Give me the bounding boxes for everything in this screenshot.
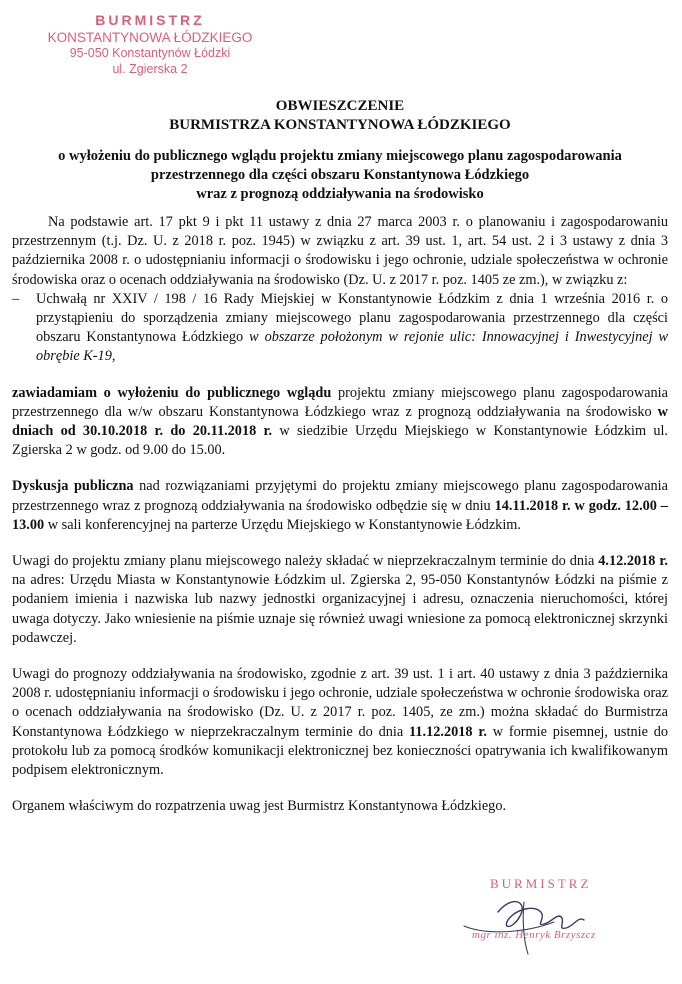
document-title	[12, 97, 668, 135]
forecast-comments-deadline: 11.12.2018 r.	[409, 723, 487, 740]
stamp-line-4: ul. Zgierska 2	[112, 62, 188, 76]
subtitle-line-2: przestrzennego dla części obszaru Konstantynowa Łódzkiego	[150, 167, 530, 183]
signature-name: mgr inż. Henryk Brzyszcz	[472, 929, 596, 941]
discussion-text-2: w sali konferencyjnej na parterze Urzędu Miejskiego w Konstantynowie Łódzkim.	[44, 516, 521, 533]
list-dash: –	[12, 290, 20, 307]
forecast-comments-text-2: w formie pisemnej, ustnie do protokołu lub za pomocą środków komunikacji elektronicznej bez konieczności opatrywania ich kwalifikowanym podpisem elektronicznym.	[12, 723, 668, 779]
forecast-comments-text-1: Uwagi do prognozy oddziaływania na środowisko, zgodnie z art. 39 ust. 1 i art. 40 ustawy z dnia 3 października 2008 r. udostępnianiu informacji o środowisku i jego ochronie, udziale społeczeństwa w ochronie środowiska oraz o ocenach oddziaływania na środowisko (Dz. U. z 2017 r. poz. 1405, ze zm.) można składać do Burmistrza Konstantynowa Łódzkiego w nieprzekraczalnym terminie do dnia	[12, 666, 668, 740]
plan-comments-text-2: na adres: Urzędu Miasta w Konstantynowie Łódzkim ul. Zgierska 2, 95-050 Konstantynów Łódzki na piśmie z podaniem imienia i nazwiska lub nazwy jednostki organizacyjnej i adresu, oznaczenia nieruchomości, której uwaga dotyczy. Jako wniesienie na piśmie uznaje się również uwagi wniesione za pomocą elektronicznej skrzynki podawczej.	[12, 572, 668, 646]
discussion-text-1: nad rozwiązaniami przyjętymi do projektu zmiany miejscowego planu zagospodarowania przestrzennego wraz z prognozą oddziaływania na środowisko odbędzie się w dniu	[12, 478, 668, 514]
discussion-date: 14.11.2018 r. w godz. 12.00 – 13.00	[12, 497, 668, 533]
authority-paragraph: Organem właściwym do rozpatrzenia uwag jest Burmistrz Konstantynowa Łódzkiego.	[12, 798, 507, 815]
notice-paragraph	[12, 384, 668, 461]
subtitle-line-3: wraz z prognozą oddziaływania na środowisko	[196, 186, 484, 202]
notice-lead: zawiadamiam o wyłożeniu do publicznego wglądu	[12, 384, 332, 401]
title-line-1: OBWIESZCZENIE	[275, 98, 405, 114]
signature-title: BURMISTRZ	[490, 876, 592, 891]
forecast-comments-paragraph	[12, 665, 668, 780]
discussion-paragraph	[12, 477, 668, 535]
notice-text-2: w siedzibie Urzędu Miejskiego w Konstantynowie Łódzkim ul. Zgierska 2 w godz. od 9.00 do 15.00.	[12, 423, 669, 459]
subtitle-line-1: o wyłożeniu do publicznego wglądu projektu zmiany miejscowego planu zagospodarowania	[58, 148, 622, 164]
list-item	[12, 290, 668, 367]
title-line-2: BURMISTRZA KONSTANTYNOWA ŁÓDZKIEGO	[169, 117, 511, 133]
handwritten-signature-icon	[458, 872, 668, 962]
plan-comments-paragraph	[12, 552, 668, 648]
resolution-text: Uchwałą nr XXIV / 198 / 16 Rady Miejskiej w Konstantynowie Łódzkim z dnia 1 września 2016 r. o przystąpieniu do sporządzenia zmiany miejscowego planu zagospodarowania przestrzennego dla części obszaru Konstantynowa Łódzkiego	[36, 290, 668, 346]
office-stamp	[30, 12, 270, 78]
stamp-line-1: BURMISTRZ	[95, 12, 205, 28]
signature-stamp	[458, 872, 668, 962]
notice-dates: w dniach od 30.10.2018 r. do 20.11.2018 r.	[12, 403, 668, 440]
plan-comments-text-1: Uwagi do projektu zmiany planu miejscowego należy składać w nieprzekraczalnym terminie do dnia	[12, 553, 599, 570]
discussion-lead: Dyskusja publiczna	[12, 478, 134, 495]
document-subtitle	[12, 147, 668, 204]
stamp-line-2: KONSTANTYNOWA ŁÓDZKIEGO	[47, 29, 253, 45]
stamp-line-3: 95-050 Konstantynów Łódzki	[69, 46, 231, 61]
list-item-text	[36, 290, 668, 367]
intro-paragraph: Na podstawie art. 17 pkt 9 i pkt 11 ustawy z dnia 27 marca 2003 r. o planowaniu i zagospodarowaniu przestrzennym (t.j. Dz. U. z 2018 r. poz. 1945) w związku z art. 39 ust. 1, art. 54 ust. 2 i 3 ustawy z dnia 3 października 2008 r. o udostępnianiu informacji o środowisku i jego ochronie, udziale społeczeństwa w ochronie środowiska oraz o ocenach oddziaływania na środowisko (Dz. U. z 2017 r. poz. 1405 ze zm.), w związku z:	[12, 214, 668, 288]
plan-comments-deadline: 4.12.2018 r.	[598, 553, 668, 570]
resolution-area-text: w obszarze położonym w rejonie ulic: Innowacyjnej i Inwestycyjnej w obrębie K-19,	[36, 329, 669, 365]
notice-text-1: projektu zmiany miejscowego planu zagospodarowania przestrzennego dla w/w obszaru Konstantynowa Łódzkiego wraz z prognozą oddziaływania na środowisko	[12, 384, 668, 420]
document-body	[12, 213, 668, 816]
